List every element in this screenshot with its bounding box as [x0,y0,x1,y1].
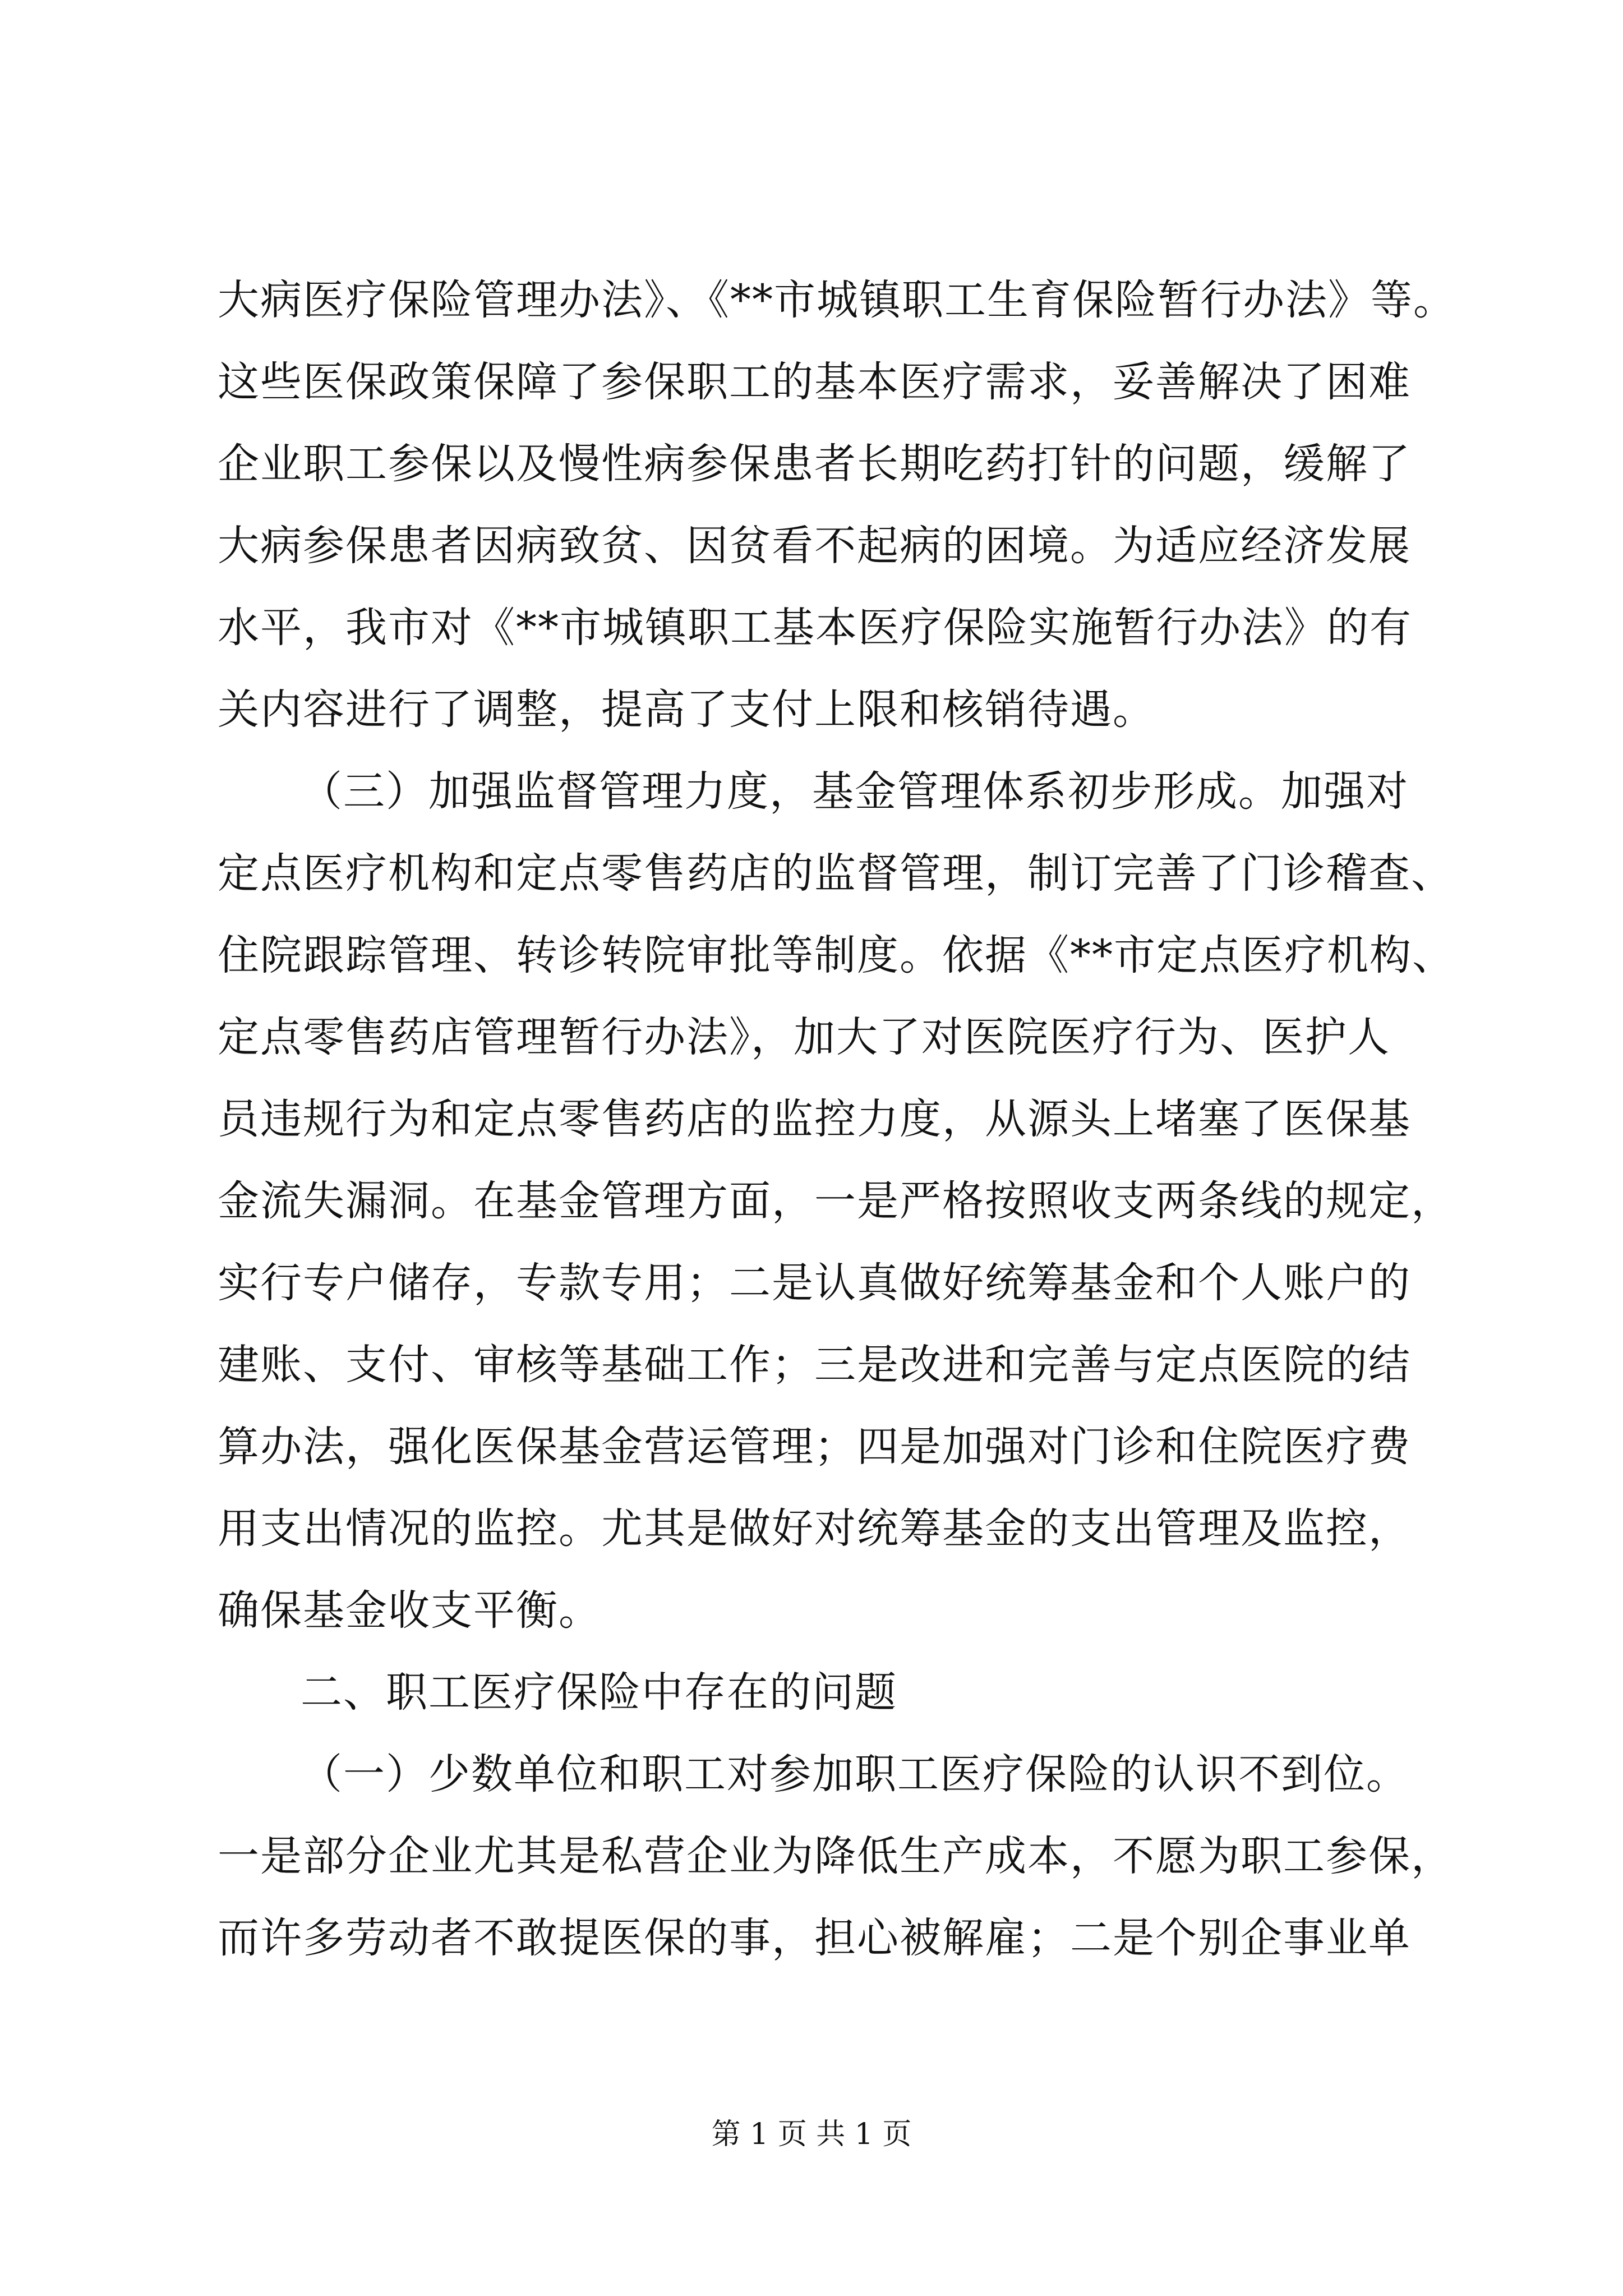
text-line: 而许多劳动者不敢提医保的事，担心被解雇；二是个别企事业单 [218,1914,1411,1962]
text-line: 住院跟踪管理、转诊转院审批等制度。依据《**市定点医疗机构、 [218,931,1455,979]
text-line: 员违规行为和定点零售药店的监控力度，从源头上堵塞了医保基 [218,1095,1411,1143]
page-number-footer: 第 1 页 共 1 页 [711,2118,912,2151]
paragraph-heading-line: （一）少数单位和职工对参加职工医疗保险的认识不到位。 [301,1750,1409,1798]
text-line: 定点零售药店管理暂行办法》，加大了对医院医疗行为、医护人 [218,1013,1390,1061]
text-line: 实行专户储存，专款专用；二是认真做好统筹基金和个人账户的 [218,1259,1411,1307]
text-line: 定点医疗机构和定点零售药店的监督管理，制订完善了门诊稽查、 [218,849,1454,898]
paragraph-heading-line: （三）加强监督管理力度，基金管理体系初步形成。加强对 [301,767,1409,816]
text-line: 这些医保政策保障了参保职工的基本医疗需求，妥善解决了困难 [218,358,1411,406]
text-line: 一是部分企业尤其是私营企业为降低生产成本，不愿为职工参保， [218,1832,1454,1880]
text-line: 水平，我市对《**市城镇职工基本医疗保险实施暂行办法》的有 [218,604,1412,652]
text-line: 确保基金收支平衡。 [218,1586,601,1635]
text-line: 用支出情况的监控。尤其是做好对统筹基金的支出管理及监控， [218,1504,1411,1553]
text-line: 金流失漏洞。在基金管理方面，一是严格按照收支两条线的规定， [218,1177,1454,1225]
document-body [218,259,1456,1979]
text-line: 关内容进行了调整，提高了支付上限和核销待遇。 [218,685,1155,734]
text-line: 企业职工参保以及慢性病参保患者长期吃药打针的问题，缓解了 [218,440,1411,488]
text-line: 大病参保患者因病致贫、因贫看不起病的困境。为适应经济发展 [218,522,1411,570]
text-line: 建账、支付、审核等基础工作；三是改进和完善与定点医院的结 [218,1341,1411,1389]
text-line: 大病医疗保险管理办法》、《**市城镇职工生育保险暂行办法》等。 [218,276,1456,324]
section-heading: 二、职工医疗保险中存在的问题 [301,1668,897,1717]
text-line: 算办法，强化医保基金营运管理；四是加强对门诊和住院医疗费 [218,1423,1411,1471]
